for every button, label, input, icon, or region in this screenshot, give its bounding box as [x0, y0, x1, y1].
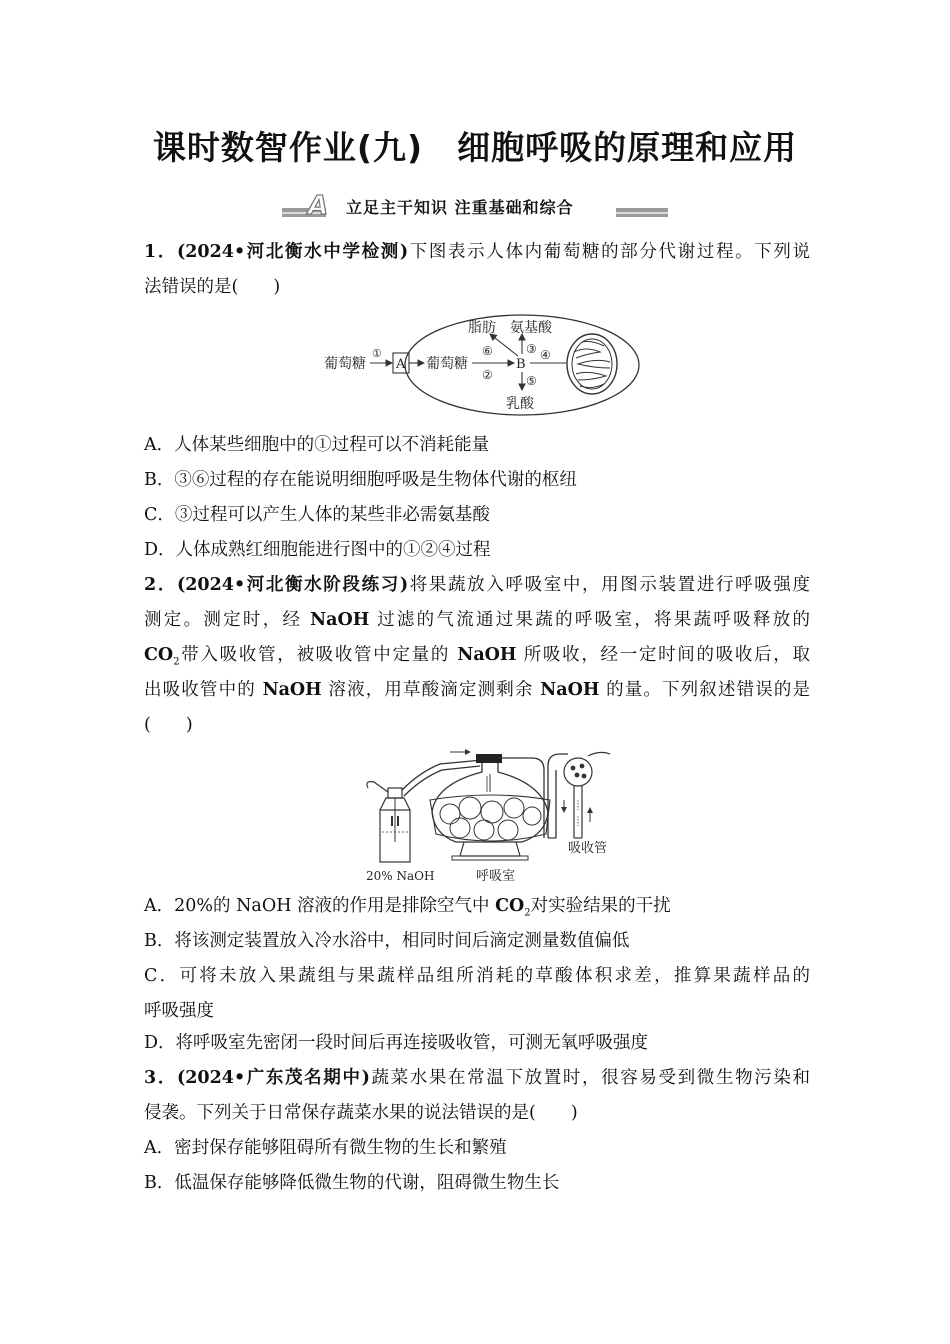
glucose-mid-label: 葡萄糖 — [426, 356, 468, 372]
question-2-line-1 — [144, 573, 810, 597]
question-2-option-c-line-1: C．可将未放入果蔬组与果蔬样品组所消耗的草酸体积求差，推算果蔬样品的 — [144, 966, 810, 986]
respiration-apparatus-diagram — [360, 742, 620, 884]
text-fragment: 对实验结果的干扰 — [530, 896, 671, 916]
chem-naoh: NaOH — [457, 645, 517, 665]
question-3-line-2: 侵袭。下列关于日常保存蔬菜水果的说法错误的是( ) — [144, 1103, 578, 1123]
text-fragment: 溶液的作用是排除空气中 — [291, 896, 496, 916]
page-title: 课时数智作业(九) 细胞呼吸的原理和应用 — [152, 128, 798, 167]
naoh-bottle — [367, 782, 410, 862]
metabolism-diagram — [320, 312, 640, 422]
node-b-label: B — [516, 357, 526, 372]
question-1-line-1 — [144, 240, 810, 264]
question-2-option-d: D．将呼吸室先密闭一段时间后再连接吸收管，可测无氧呼吸强度 — [144, 1033, 649, 1053]
section-banner — [282, 190, 668, 222]
glucose-left-label: 葡萄糖 — [324, 356, 366, 372]
question-text: 将果蔬放入呼吸室中，用图示装置进行呼吸强度 — [408, 575, 810, 595]
text-fragment: 过滤的气流通过果蔬的呼吸室，将果蔬呼吸释放的 — [369, 610, 811, 630]
chem-subscript: 2 — [173, 656, 180, 668]
question-2-line-3 — [144, 643, 810, 675]
question-1-line-2: 法错误的是( ) — [144, 277, 281, 297]
chamber-label: 呼吸室 — [476, 869, 516, 884]
absorption-tube — [548, 752, 610, 838]
text-fragment: A．20%的 — [144, 896, 237, 916]
step-5-label: ⑤ — [526, 374, 537, 388]
question-number: 1． — [144, 242, 177, 262]
chem-naoh: NaOH — [540, 680, 600, 700]
text-fragment: 出吸收管中的 — [144, 680, 263, 700]
chem-naoh: NaOH — [236, 896, 292, 916]
question-3-option-b: B．低温保存能够降低微生物的代谢，阻碍微生物生长 — [144, 1173, 560, 1193]
step-4-label: ④ — [540, 348, 551, 362]
step-1-label: ① — [372, 347, 382, 360]
absorption-tube-label: 吸收管 — [568, 841, 608, 856]
fat-label: 脂肪 — [468, 320, 496, 336]
text-fragment: 的量。下列叙述错误的是 — [599, 680, 811, 700]
chem-co2: CO — [144, 645, 174, 665]
step-3-label: ③ — [526, 342, 537, 356]
question-text: 下图表示人体内葡萄糖的部分代谢过程。下列说 — [408, 242, 810, 262]
question-2-option-b: B．将该测定装置放入冷水浴中，相同时间后滴定测量数值偏低 — [144, 931, 630, 951]
question-source: (2024•河北衡水中学检测) — [176, 242, 409, 262]
question-2-line-2 — [144, 608, 810, 632]
text-fragment: 测定。测定时，经 — [144, 610, 311, 630]
question-number: 2． — [144, 575, 177, 595]
chem-naoh: NaOH — [310, 610, 370, 630]
question-2-line-4 — [144, 678, 810, 702]
question-number: 3． — [144, 1068, 177, 1088]
question-1-option-c: C．③过程可以产生人体的某些非必需氨基酸 — [144, 505, 490, 525]
chem-subscript: 2 — [524, 907, 531, 919]
step-6-label: ⑥ — [482, 344, 493, 358]
chem-naoh: NaOH — [262, 680, 322, 700]
step-2-label: ② — [482, 368, 493, 382]
section-label: 立足主干知识 注重基础和综合 — [346, 198, 574, 217]
box-a-label: A — [396, 357, 406, 372]
amino-acid-label: 氨基酸 — [510, 320, 552, 336]
question-source: (2024•河北衡水阶段练习) — [176, 575, 409, 595]
text-fragment: 所吸收，经一定时间的吸收后，取 — [516, 645, 811, 665]
chem-co2: CO — [495, 896, 525, 916]
question-2-line-5: ( ) — [144, 715, 193, 735]
question-1-option-d: D．人体成熟红细胞能进行图中的①②④过程 — [144, 540, 491, 560]
question-source: (2024•广东茂名期中) — [176, 1068, 370, 1088]
lactic-acid-label: 乳酸 — [506, 396, 534, 412]
text-fragment: 带入吸收管，被吸收管中定量的 — [179, 645, 458, 665]
question-1-option-a: A．人体某些细胞中的①过程可以不消耗能量 — [144, 435, 490, 455]
question-2-option-c-line-2: 呼吸强度 — [144, 1001, 214, 1021]
section-badge: A — [308, 191, 329, 221]
question-2-option-a — [144, 894, 810, 926]
naoh-label: 20% NaOH — [366, 869, 435, 883]
text-fragment: 溶液，用草酸滴定测剩余 — [321, 680, 541, 700]
mitochondrion-graphic — [567, 334, 617, 394]
question-text: 蔬菜水果在常温下放置时，很容易受到微生物污染和 — [369, 1068, 810, 1088]
question-1-option-b: B．③⑥过程的存在能说明细胞呼吸是生物体代谢的枢纽 — [144, 470, 577, 490]
question-3-option-a: A．密封保存能够阻碍所有微生物的生长和繁殖 — [144, 1138, 507, 1158]
question-3-line-1 — [144, 1066, 810, 1090]
